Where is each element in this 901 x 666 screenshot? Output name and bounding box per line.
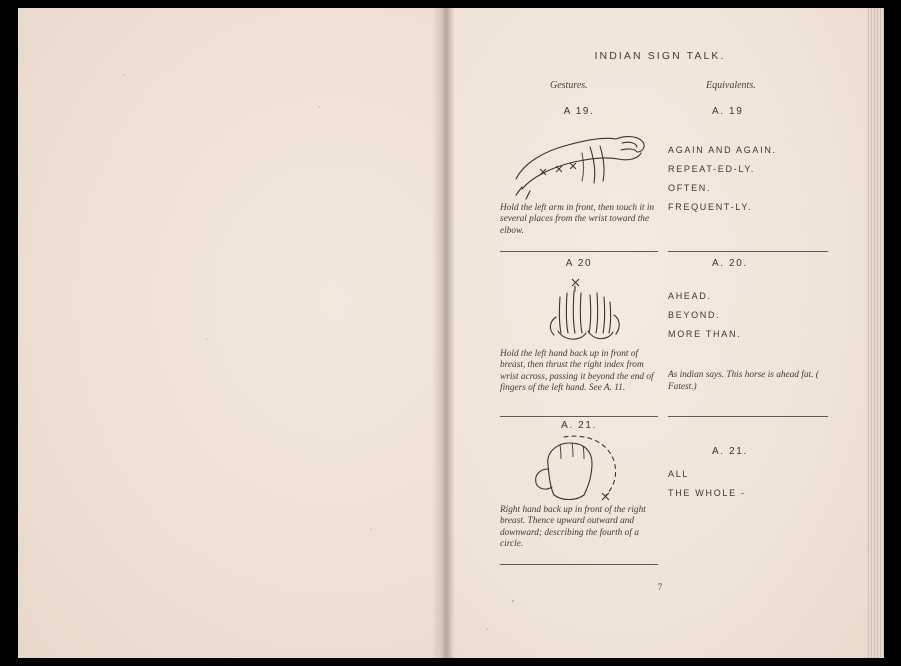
open-book	[18, 8, 884, 658]
divider-rule-equivalent-2	[668, 416, 828, 417]
entry-a19-equivalent-2: OFTEN.	[668, 183, 712, 193]
entry-a19-equivalent-0: AGAIN AND AGAIN.	[668, 145, 777, 155]
entry-a19-gesture-column	[500, 106, 658, 237]
entry-a19-equivalents-column	[668, 106, 828, 221]
entry-a20-equivalent-label: A. 20.	[712, 258, 748, 269]
entry-a19-equivalent-label: A. 19	[712, 106, 744, 117]
entry-a20-equivalent-1: BEYOND.	[668, 310, 721, 320]
entry-a21-equivalent-label: A. 21.	[712, 446, 748, 457]
divider-rule-gesture-2	[500, 416, 658, 417]
entry-a21-equivalents-column	[668, 420, 828, 507]
paper-speck	[486, 628, 488, 630]
column-header-equivalents: Equivalents.	[706, 80, 756, 91]
page-edge-stack	[866, 8, 884, 658]
entry-a19-gesture-label: A 19.	[563, 106, 595, 117]
entry-a19-equivalent-1: REPEAT-ED-LY.	[668, 164, 756, 174]
entry-a20-caption: Hold the left hand back up in front of breast, then thrust the right index from wrist across, passing it beyond the end of fingers of the left hand. See A. 11.	[500, 349, 654, 394]
entry-a20-equivalents-column	[668, 258, 828, 393]
divider-rule-gesture-1	[500, 251, 658, 252]
entry-a19-caption: Hold the left arm in front, then touch it in several places from the wrist toward the elbow.	[500, 203, 655, 236]
divider-rule-equivalent-1	[668, 251, 828, 252]
entry-a20-gesture-column	[500, 258, 658, 395]
folio-number: 7	[657, 582, 663, 592]
entry-a20-equivalent-0: AHEAD.	[668, 291, 712, 301]
entry-a21-equivalent-1: THE WHOLE -	[668, 488, 746, 498]
paper-speck	[512, 600, 514, 602]
right-printed-page	[454, 8, 866, 658]
divider-rule-gesture-3	[500, 564, 658, 565]
entry-a21-gesture-column	[500, 420, 658, 551]
entry-a20-equivalent-2: MORE THAN.	[668, 329, 742, 339]
entry-a20-gesture-label: A 20	[565, 258, 593, 269]
entry-a21-caption: Right hand back up in front of the right breast. Thence upward outward and downward; describing the fourth of a circle.	[500, 505, 646, 550]
left-blank-page	[18, 8, 438, 658]
two-hands-index-thrust-figure	[500, 269, 658, 349]
running-head: INDIAN SIGN TALK.	[594, 50, 726, 62]
entry-a20-note: As indian says. This horse is ahead fat. ( Fatest.)	[668, 370, 819, 392]
entry-a21-equivalent-0: ALL	[668, 469, 690, 479]
entry-a19-equivalent-3: FREQUENT-LY.	[668, 202, 753, 212]
hand-arc-quarter-circle-figure	[500, 431, 658, 505]
entry-a21-gesture-label: A. 21.	[561, 420, 597, 431]
column-header-gestures: Gestures.	[550, 80, 588, 91]
forearm-touch-points-figure	[500, 117, 658, 203]
